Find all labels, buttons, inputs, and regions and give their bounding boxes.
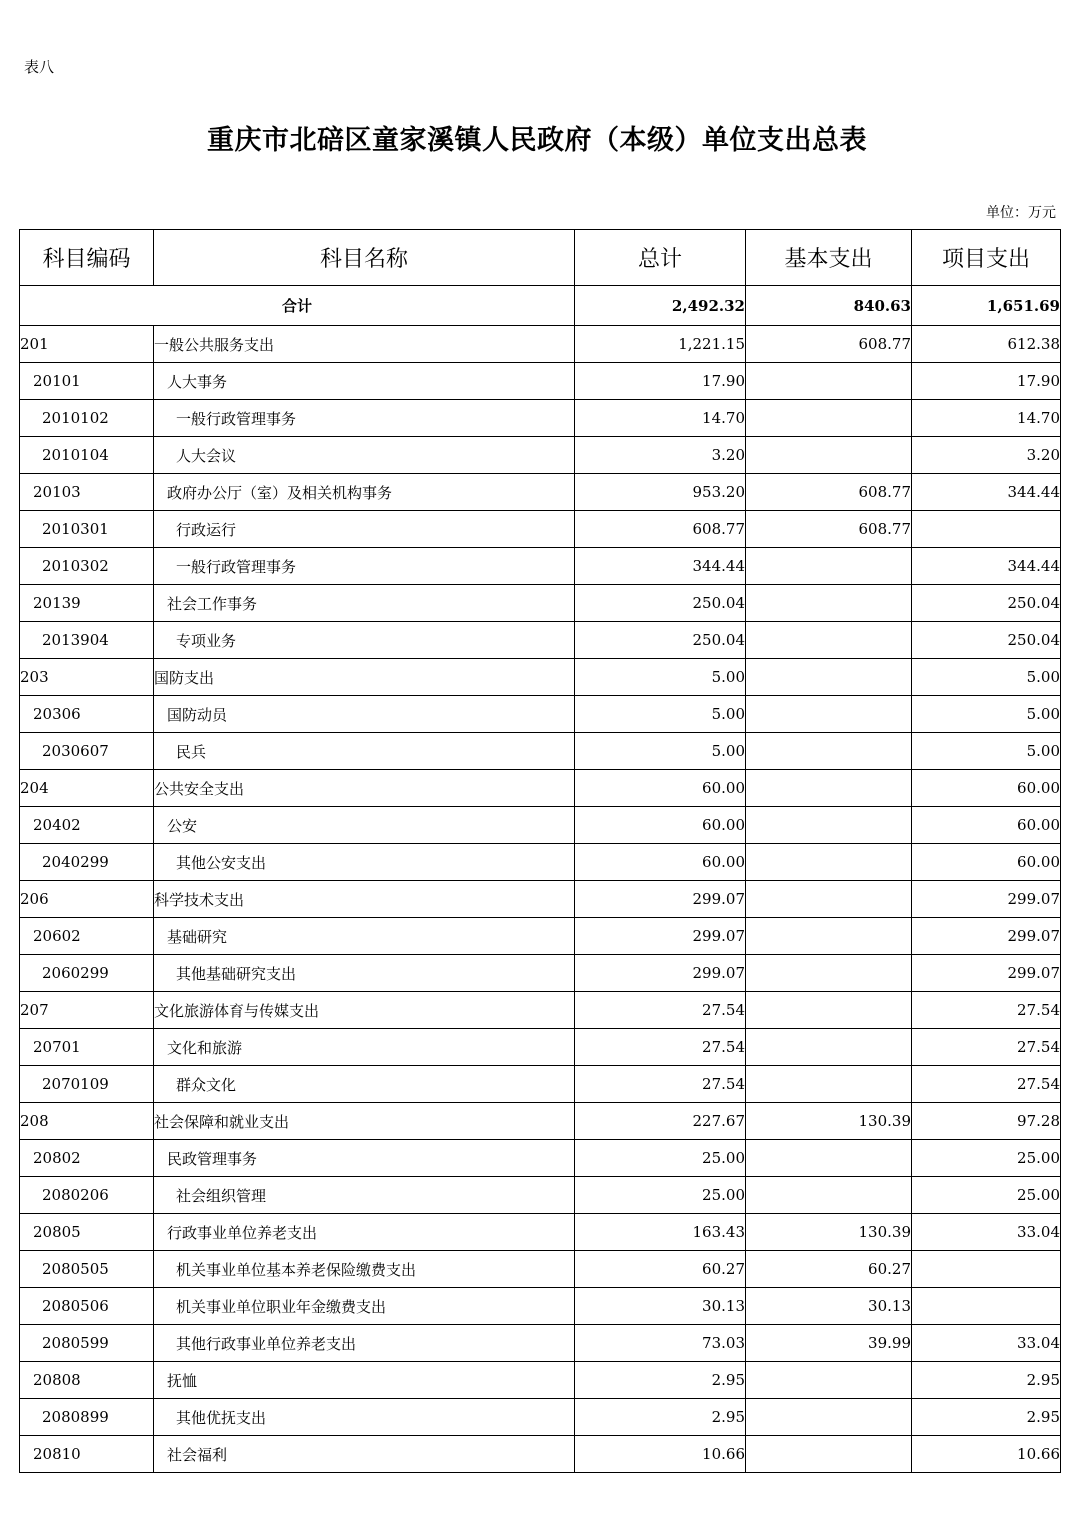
row-name: 国防支出: [154, 659, 575, 696]
header-basic: 基本支出: [746, 230, 912, 286]
table-row: [20, 696, 1061, 733]
table-row: [20, 1288, 1061, 1325]
row-name: 公安: [154, 807, 575, 844]
row-project: 299.07: [912, 881, 1061, 918]
row-basic: [746, 585, 912, 622]
row-total: 250.04: [575, 622, 746, 659]
table-row: [20, 733, 1061, 770]
row-name: 一般行政管理事务: [154, 400, 575, 437]
row-name: 行政运行: [154, 511, 575, 548]
row-code: 2013904: [20, 622, 154, 659]
table-row: [20, 474, 1061, 511]
row-name: 民政管理事务: [154, 1140, 575, 1177]
row-total: 27.54: [575, 1066, 746, 1103]
row-total: 30.13: [575, 1288, 746, 1325]
row-total: 250.04: [575, 585, 746, 622]
table-row: [20, 1103, 1061, 1140]
row-name: 社会保障和就业支出: [154, 1103, 575, 1140]
row-name: 机关事业单位职业年金缴费支出: [154, 1288, 575, 1325]
row-project: 14.70: [912, 400, 1061, 437]
total-total: 2,492.32: [575, 286, 746, 326]
row-basic: 30.13: [746, 1288, 912, 1325]
table-row: [20, 1436, 1061, 1473]
row-total: 608.77: [575, 511, 746, 548]
total-basic: 840.63: [746, 286, 912, 326]
row-basic: [746, 1436, 912, 1473]
row-total: 3.20: [575, 437, 746, 474]
row-basic: [746, 622, 912, 659]
row-project: 250.04: [912, 585, 1061, 622]
table-row: [20, 1251, 1061, 1288]
row-project: 5.00: [912, 659, 1061, 696]
row-code: 20103: [20, 474, 154, 511]
row-project: 5.00: [912, 733, 1061, 770]
row-total: 5.00: [575, 733, 746, 770]
table-row: [20, 622, 1061, 659]
row-total: 5.00: [575, 696, 746, 733]
row-basic: [746, 400, 912, 437]
row-name: 文化旅游体育与传媒支出: [154, 992, 575, 1029]
row-total: 299.07: [575, 881, 746, 918]
row-project: 27.54: [912, 1029, 1061, 1066]
row-basic: 608.77: [746, 511, 912, 548]
row-code: 2010301: [20, 511, 154, 548]
row-code: 2080599: [20, 1325, 154, 1362]
row-total: 10.66: [575, 1436, 746, 1473]
row-code: 2040299: [20, 844, 154, 881]
table-row: [20, 585, 1061, 622]
row-code: 20602: [20, 918, 154, 955]
row-basic: [746, 659, 912, 696]
row-name: 社会福利: [154, 1436, 575, 1473]
row-basic: 60.27: [746, 1251, 912, 1288]
row-code: 201: [20, 326, 154, 363]
row-total: 299.07: [575, 918, 746, 955]
row-code: 20805: [20, 1214, 154, 1251]
table-row: [20, 1399, 1061, 1436]
row-total: 1,221.15: [575, 326, 746, 363]
row-code: 2080506: [20, 1288, 154, 1325]
table-row: [20, 992, 1061, 1029]
table-row: [20, 770, 1061, 807]
row-total: 60.27: [575, 1251, 746, 1288]
row-code: 2030607: [20, 733, 154, 770]
row-project: [912, 511, 1061, 548]
page-title: 重庆市北碚区童家溪镇人民政府（本级）单位支出总表: [207, 125, 867, 156]
row-total: 27.54: [575, 992, 746, 1029]
row-total: 344.44: [575, 548, 746, 585]
row-total: 299.07: [575, 955, 746, 992]
row-name: 社会工作事务: [154, 585, 575, 622]
row-basic: [746, 844, 912, 881]
row-project: 25.00: [912, 1140, 1061, 1177]
table-row: [20, 1140, 1061, 1177]
row-total: 953.20: [575, 474, 746, 511]
row-project: [912, 1288, 1061, 1325]
row-basic: [746, 733, 912, 770]
table-row: [20, 881, 1061, 918]
row-basic: [746, 1399, 912, 1436]
table-row: [20, 807, 1061, 844]
row-total: 73.03: [575, 1325, 746, 1362]
total-row: [20, 286, 1061, 326]
row-name: 科学技术支出: [154, 881, 575, 918]
row-code: 2060299: [20, 955, 154, 992]
row-code: 2080505: [20, 1251, 154, 1288]
row-name: 抚恤: [154, 1362, 575, 1399]
row-basic: [746, 955, 912, 992]
row-name: 其他行政事业单位养老支出: [154, 1325, 575, 1362]
row-project: 60.00: [912, 770, 1061, 807]
row-project: 25.00: [912, 1177, 1061, 1214]
row-code: 20402: [20, 807, 154, 844]
table-row: [20, 1214, 1061, 1251]
row-basic: 608.77: [746, 474, 912, 511]
row-basic: [746, 770, 912, 807]
row-project: 27.54: [912, 992, 1061, 1029]
row-code: 20808: [20, 1362, 154, 1399]
row-name: 民兵: [154, 733, 575, 770]
table-row: [20, 326, 1061, 363]
row-total: 5.00: [575, 659, 746, 696]
row-project: 60.00: [912, 844, 1061, 881]
header-code: 科目编码: [20, 230, 154, 286]
row-basic: [746, 696, 912, 733]
row-total: 163.43: [575, 1214, 746, 1251]
row-project: 33.04: [912, 1325, 1061, 1362]
row-project: 2.95: [912, 1362, 1061, 1399]
row-total: 60.00: [575, 807, 746, 844]
table-row: [20, 1325, 1061, 1362]
table-row: [20, 400, 1061, 437]
unit-label: 单位：万元: [986, 205, 1056, 221]
row-basic: 608.77: [746, 326, 912, 363]
table-row: [20, 659, 1061, 696]
row-project: 5.00: [912, 696, 1061, 733]
row-code: 204: [20, 770, 154, 807]
table-row: [20, 1029, 1061, 1066]
row-total: 27.54: [575, 1029, 746, 1066]
row-total: 14.70: [575, 400, 746, 437]
row-project: 299.07: [912, 955, 1061, 992]
table-row: [20, 548, 1061, 585]
total-project: 1,651.69: [912, 286, 1061, 326]
row-basic: [746, 1140, 912, 1177]
row-basic: 39.99: [746, 1325, 912, 1362]
table-row: [20, 918, 1061, 955]
header-name: 科目名称: [154, 230, 575, 286]
row-code: 2010104: [20, 437, 154, 474]
table-row: [20, 363, 1061, 400]
row-basic: [746, 807, 912, 844]
row-code: 2080206: [20, 1177, 154, 1214]
table-row: [20, 437, 1061, 474]
row-total: 2.95: [575, 1362, 746, 1399]
row-code: 206: [20, 881, 154, 918]
row-basic: [746, 1066, 912, 1103]
table-label: 表八: [24, 58, 55, 76]
row-basic: [746, 1177, 912, 1214]
row-project: [912, 1251, 1061, 1288]
total-label: 合计: [20, 286, 575, 326]
row-name: 其他公安支出: [154, 844, 575, 881]
row-basic: [746, 918, 912, 955]
row-code: 2010102: [20, 400, 154, 437]
row-name: 人大会议: [154, 437, 575, 474]
row-project: 10.66: [912, 1436, 1061, 1473]
row-code: 20139: [20, 585, 154, 622]
row-total: 227.67: [575, 1103, 746, 1140]
row-project: 33.04: [912, 1214, 1061, 1251]
row-basic: 130.39: [746, 1103, 912, 1140]
row-name: 社会组织管理: [154, 1177, 575, 1214]
row-basic: [746, 437, 912, 474]
row-basic: [746, 1029, 912, 1066]
table-row: [20, 844, 1061, 881]
header-row: [20, 230, 1061, 286]
row-name: 一般行政管理事务: [154, 548, 575, 585]
row-basic: [746, 881, 912, 918]
row-code: 20810: [20, 1436, 154, 1473]
row-code: 20701: [20, 1029, 154, 1066]
row-name: 行政事业单位养老支出: [154, 1214, 575, 1251]
row-code: 2010302: [20, 548, 154, 585]
row-name: 政府办公厅（室）及相关机构事务: [154, 474, 575, 511]
row-name: 其他基础研究支出: [154, 955, 575, 992]
table-row: [20, 1177, 1061, 1214]
row-name: 基础研究: [154, 918, 575, 955]
expenditure-table: [19, 229, 1061, 1473]
header-project: 项目支出: [912, 230, 1061, 286]
table-row: [20, 1066, 1061, 1103]
row-project: 250.04: [912, 622, 1061, 659]
row-name: 一般公共服务支出: [154, 326, 575, 363]
row-code: 20802: [20, 1140, 154, 1177]
row-code: 203: [20, 659, 154, 696]
row-project: 344.44: [912, 548, 1061, 585]
row-name: 公共安全支出: [154, 770, 575, 807]
row-project: 344.44: [912, 474, 1061, 511]
row-basic: [746, 1362, 912, 1399]
row-name: 文化和旅游: [154, 1029, 575, 1066]
row-basic: [746, 992, 912, 1029]
row-name: 专项业务: [154, 622, 575, 659]
row-code: 20306: [20, 696, 154, 733]
row-project: 612.38: [912, 326, 1061, 363]
row-project: 3.20: [912, 437, 1061, 474]
row-name: 机关事业单位基本养老保险缴费支出: [154, 1251, 575, 1288]
row-code: 2070109: [20, 1066, 154, 1103]
row-code: 2080899: [20, 1399, 154, 1436]
row-total: 17.90: [575, 363, 746, 400]
row-basic: [746, 548, 912, 585]
row-basic: 130.39: [746, 1214, 912, 1251]
row-project: 17.90: [912, 363, 1061, 400]
row-total: 60.00: [575, 844, 746, 881]
row-total: 25.00: [575, 1140, 746, 1177]
row-project: 97.28: [912, 1103, 1061, 1140]
row-name: 其他优抚支出: [154, 1399, 575, 1436]
row-basic: [746, 363, 912, 400]
row-code: 208: [20, 1103, 154, 1140]
row-code: 207: [20, 992, 154, 1029]
row-total: 60.00: [575, 770, 746, 807]
row-code: 20101: [20, 363, 154, 400]
row-name: 国防动员: [154, 696, 575, 733]
table-row: [20, 955, 1061, 992]
header-total: 总计: [575, 230, 746, 286]
table-row: [20, 1362, 1061, 1399]
row-total: 2.95: [575, 1399, 746, 1436]
table-row: [20, 511, 1061, 548]
row-project: 2.95: [912, 1399, 1061, 1436]
row-total: 25.00: [575, 1177, 746, 1214]
row-project: 27.54: [912, 1066, 1061, 1103]
row-name: 群众文化: [154, 1066, 575, 1103]
row-name: 人大事务: [154, 363, 575, 400]
row-project: 299.07: [912, 918, 1061, 955]
row-project: 60.00: [912, 807, 1061, 844]
